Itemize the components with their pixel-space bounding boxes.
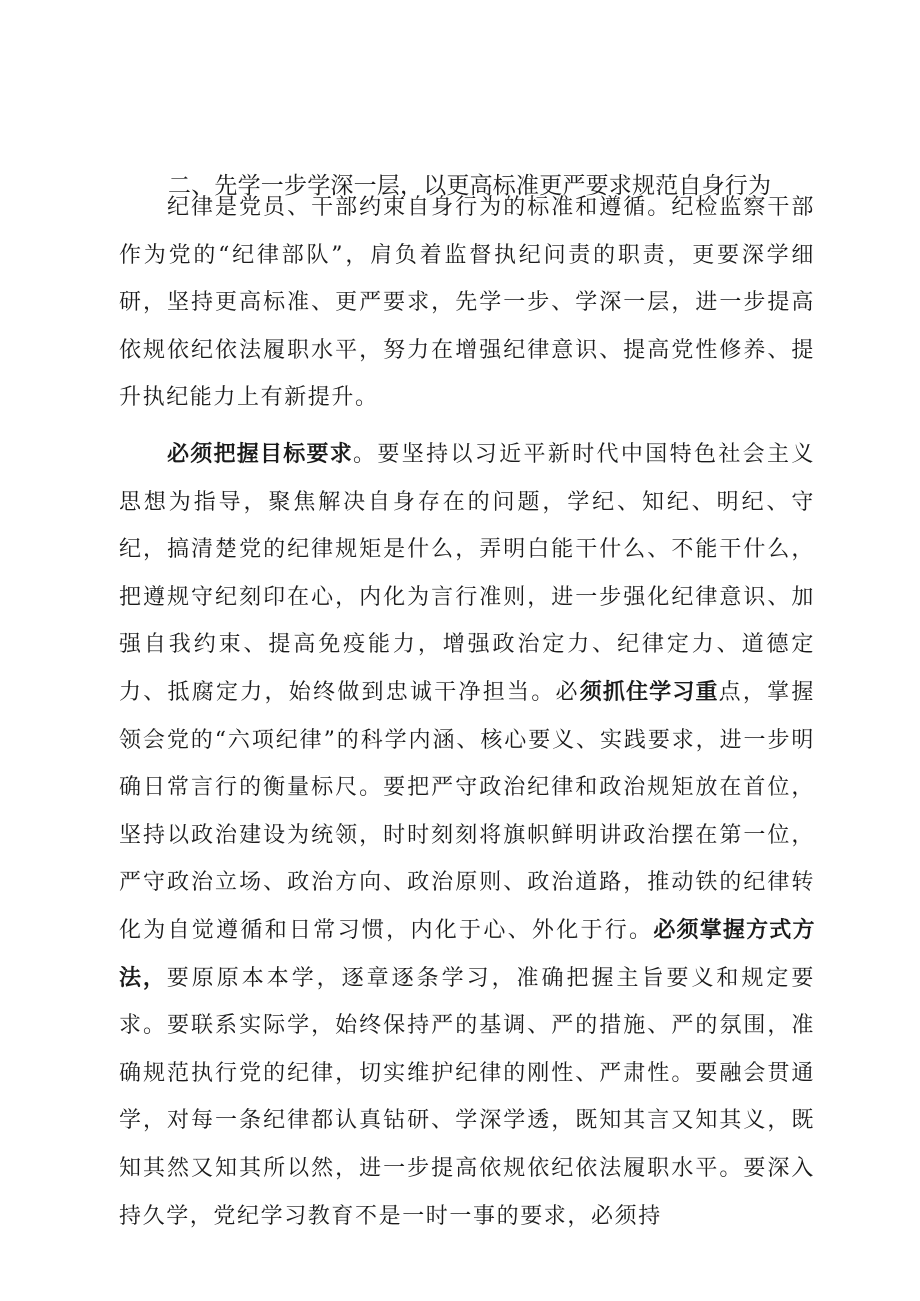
bold-lead-3: 必须掌握方式方法， xyxy=(119,917,815,991)
paragraph-2 xyxy=(119,431,815,1240)
paragraph-2-text-1: 。要坚持以习近平新时代中国特色社会主义思想为指导，聚焦解决自身存在的问题，学纪、知纪、明纪、守纪，搞清楚党的纪律规矩是什么，弄明白能干什么、不能干什么，把遵规守纪刻印在心，内化为言行准则，进一步强化纪律意识、加强自我约束、提高免疫能力，增强政治定力、纪律定力、道德定力、抵腐定力，始终做到忠诚干净担当。必 xyxy=(119,442,815,705)
section-heading: 二、先学一步学深一层，以更高标准更严要求规范自身行为 xyxy=(168,173,772,199)
bold-lead-1: 必须把握目标要求 xyxy=(167,442,354,467)
paragraph-2-text-2: 点，掌握领会党的“六项纪律”的科学内涵、核心要义、实践要求，进一步明确日常言行的衡量标尺。要把严守政治纪律和政治规矩放在首位，坚持以政治建设为统领，时时刻刻将旗帜鲜明讲政治摆在第一位，严守政治立场、政治方向、政治原则、政治道路，推动铁的纪律转化为自觉遵循和日常习惯，内化于心、外化于行。 xyxy=(119,679,815,943)
paragraph-2-text-3: 要原原本本学，逐章逐条学习，准确把握主旨要义和规定要求。要联系实际学，始终保持严的基调、严的措施、严的氛围，准确规范执行党的纪律，切实维护纪律的刚性、严肃性。要融会贯通学，对每一条纪律都认真钻研、学深学透，既知其言又知其义，既知其然又知其所以然，进一步提高依规依纪依法履职水平。要深入持久学，党纪学习教育不是一时一事的要求，必须持 xyxy=(119,965,815,1229)
bold-lead-2: 须抓住学习重 xyxy=(579,679,719,705)
paragraph-1: 纪律是党员、干部约束自身行为的标准和遵循。纪检监察干部作为党的“纪律部队”，肩负着监督执纪问责的职责，更要深学细研，坚持更高标准、更严要求，先学一步、学深一层，进一步提高依规依纪依法履职水平，努力在增强纪律意识、提高党性修养、提升执纪能力上有新提升。 xyxy=(119,195,815,411)
